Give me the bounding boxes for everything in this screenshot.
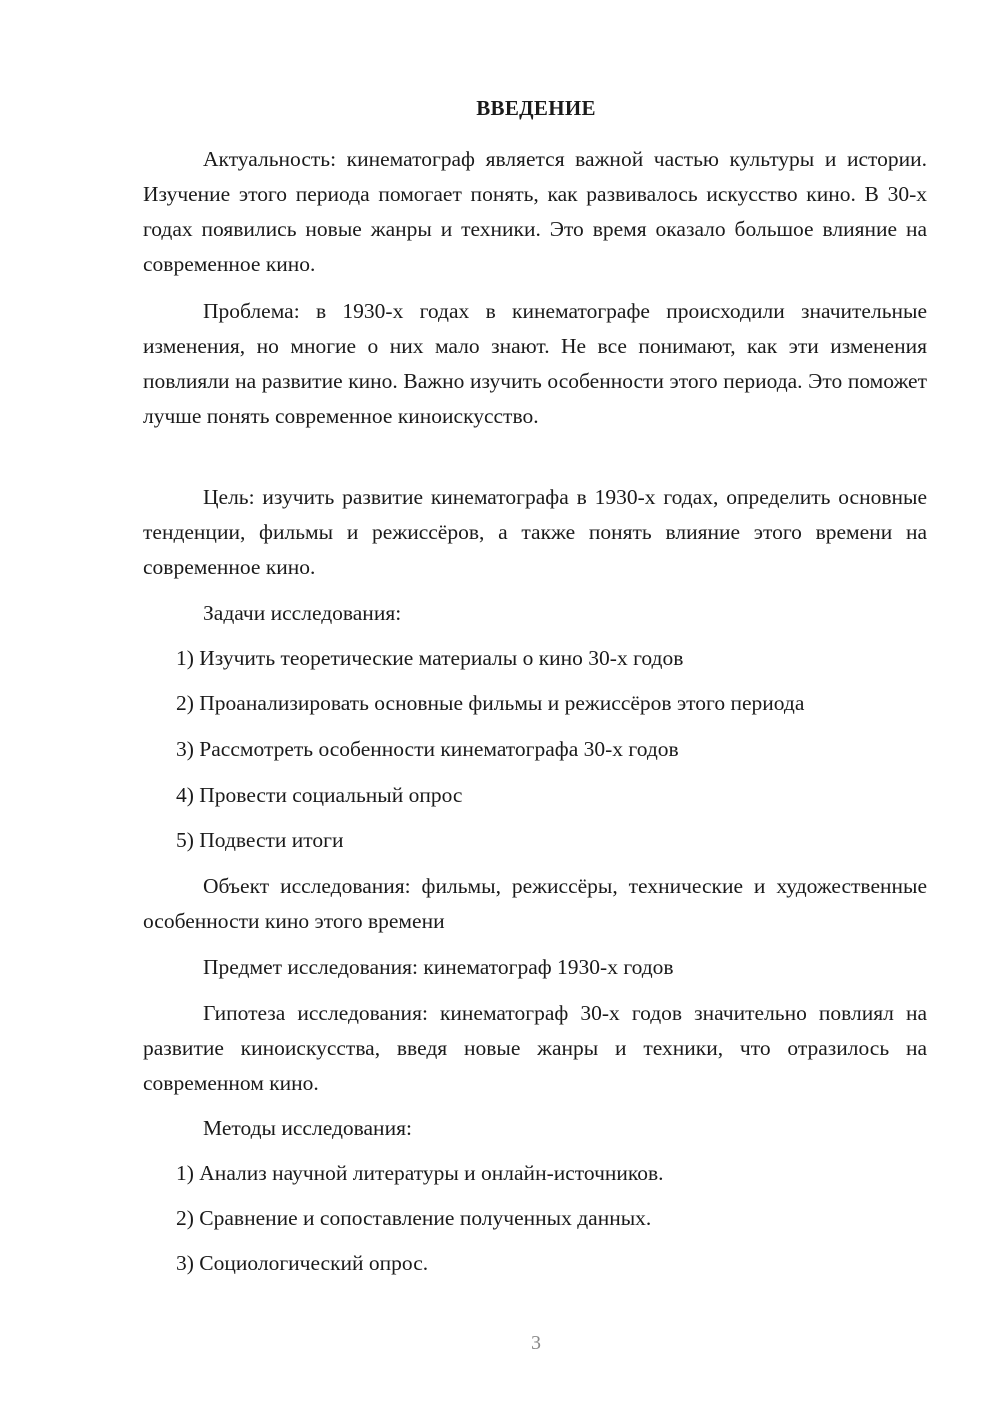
methods-heading: Методы исследования:	[203, 1116, 412, 1140]
list-item: 5) Подвести итоги	[176, 828, 344, 852]
object-paragraph: Объект исследования: фильмы, режиссёры, технические и художественные особенности кино этого времени	[143, 874, 927, 933]
list-item: 3) Социологический опрос.	[176, 1251, 429, 1275]
list-item: 3) Рассмотреть особенности кинематографа 30-х годов	[176, 737, 679, 761]
tasks-heading: Задачи исследования:	[203, 601, 402, 625]
list-item: 2) Сравнение и сопоставление полученных данных.	[176, 1206, 652, 1230]
page-number: 3	[531, 1332, 541, 1354]
list-item: 2) Проанализировать основные фильмы и режиссёров этого периода	[176, 691, 805, 715]
page-title: ВВЕДЕНИЕ	[476, 96, 596, 120]
problem-paragraph: Проблема: в 1930-х годах в кинематографе происходили значительные изменения, но многие о них мало знают. Не все понимают, как эти изменения повлияли на развитие кино. Важно изучить особенности этого периода. Это поможет лучше понять современное киноискусство.	[143, 299, 927, 428]
subject-paragraph: Предмет исследования: кинематограф 1930-х годов	[203, 955, 674, 979]
list-item: 4) Провести социальный опрос	[176, 783, 463, 807]
list-item: 1) Анализ научной литературы и онлайн-источников.	[176, 1161, 664, 1185]
goal-paragraph: Цель: изучить развитие кинематографа в 1930-х годах, определить основные тенденции, фильмы и режиссёров, а также понять влияние этого времени на современное кино.	[143, 485, 927, 579]
hypothesis-paragraph: Гипотеза исследования: кинематограф 30-х годов значительно повлиял на развитие киноискусства, введя новые жанры и техники, что отразилось на современном кино.	[143, 1001, 927, 1095]
relevance-paragraph: Актуальность: кинематограф является важной частью культуры и истории. Изучение этого периода помогает понять, как развивалось искусство кино. В 30-х годах появились новые жанры и техники. Это время оказало большое влияние на современное кино.	[143, 147, 927, 276]
list-item: 1) Изучить теоретические материалы о кино 30-х годов	[176, 646, 684, 670]
